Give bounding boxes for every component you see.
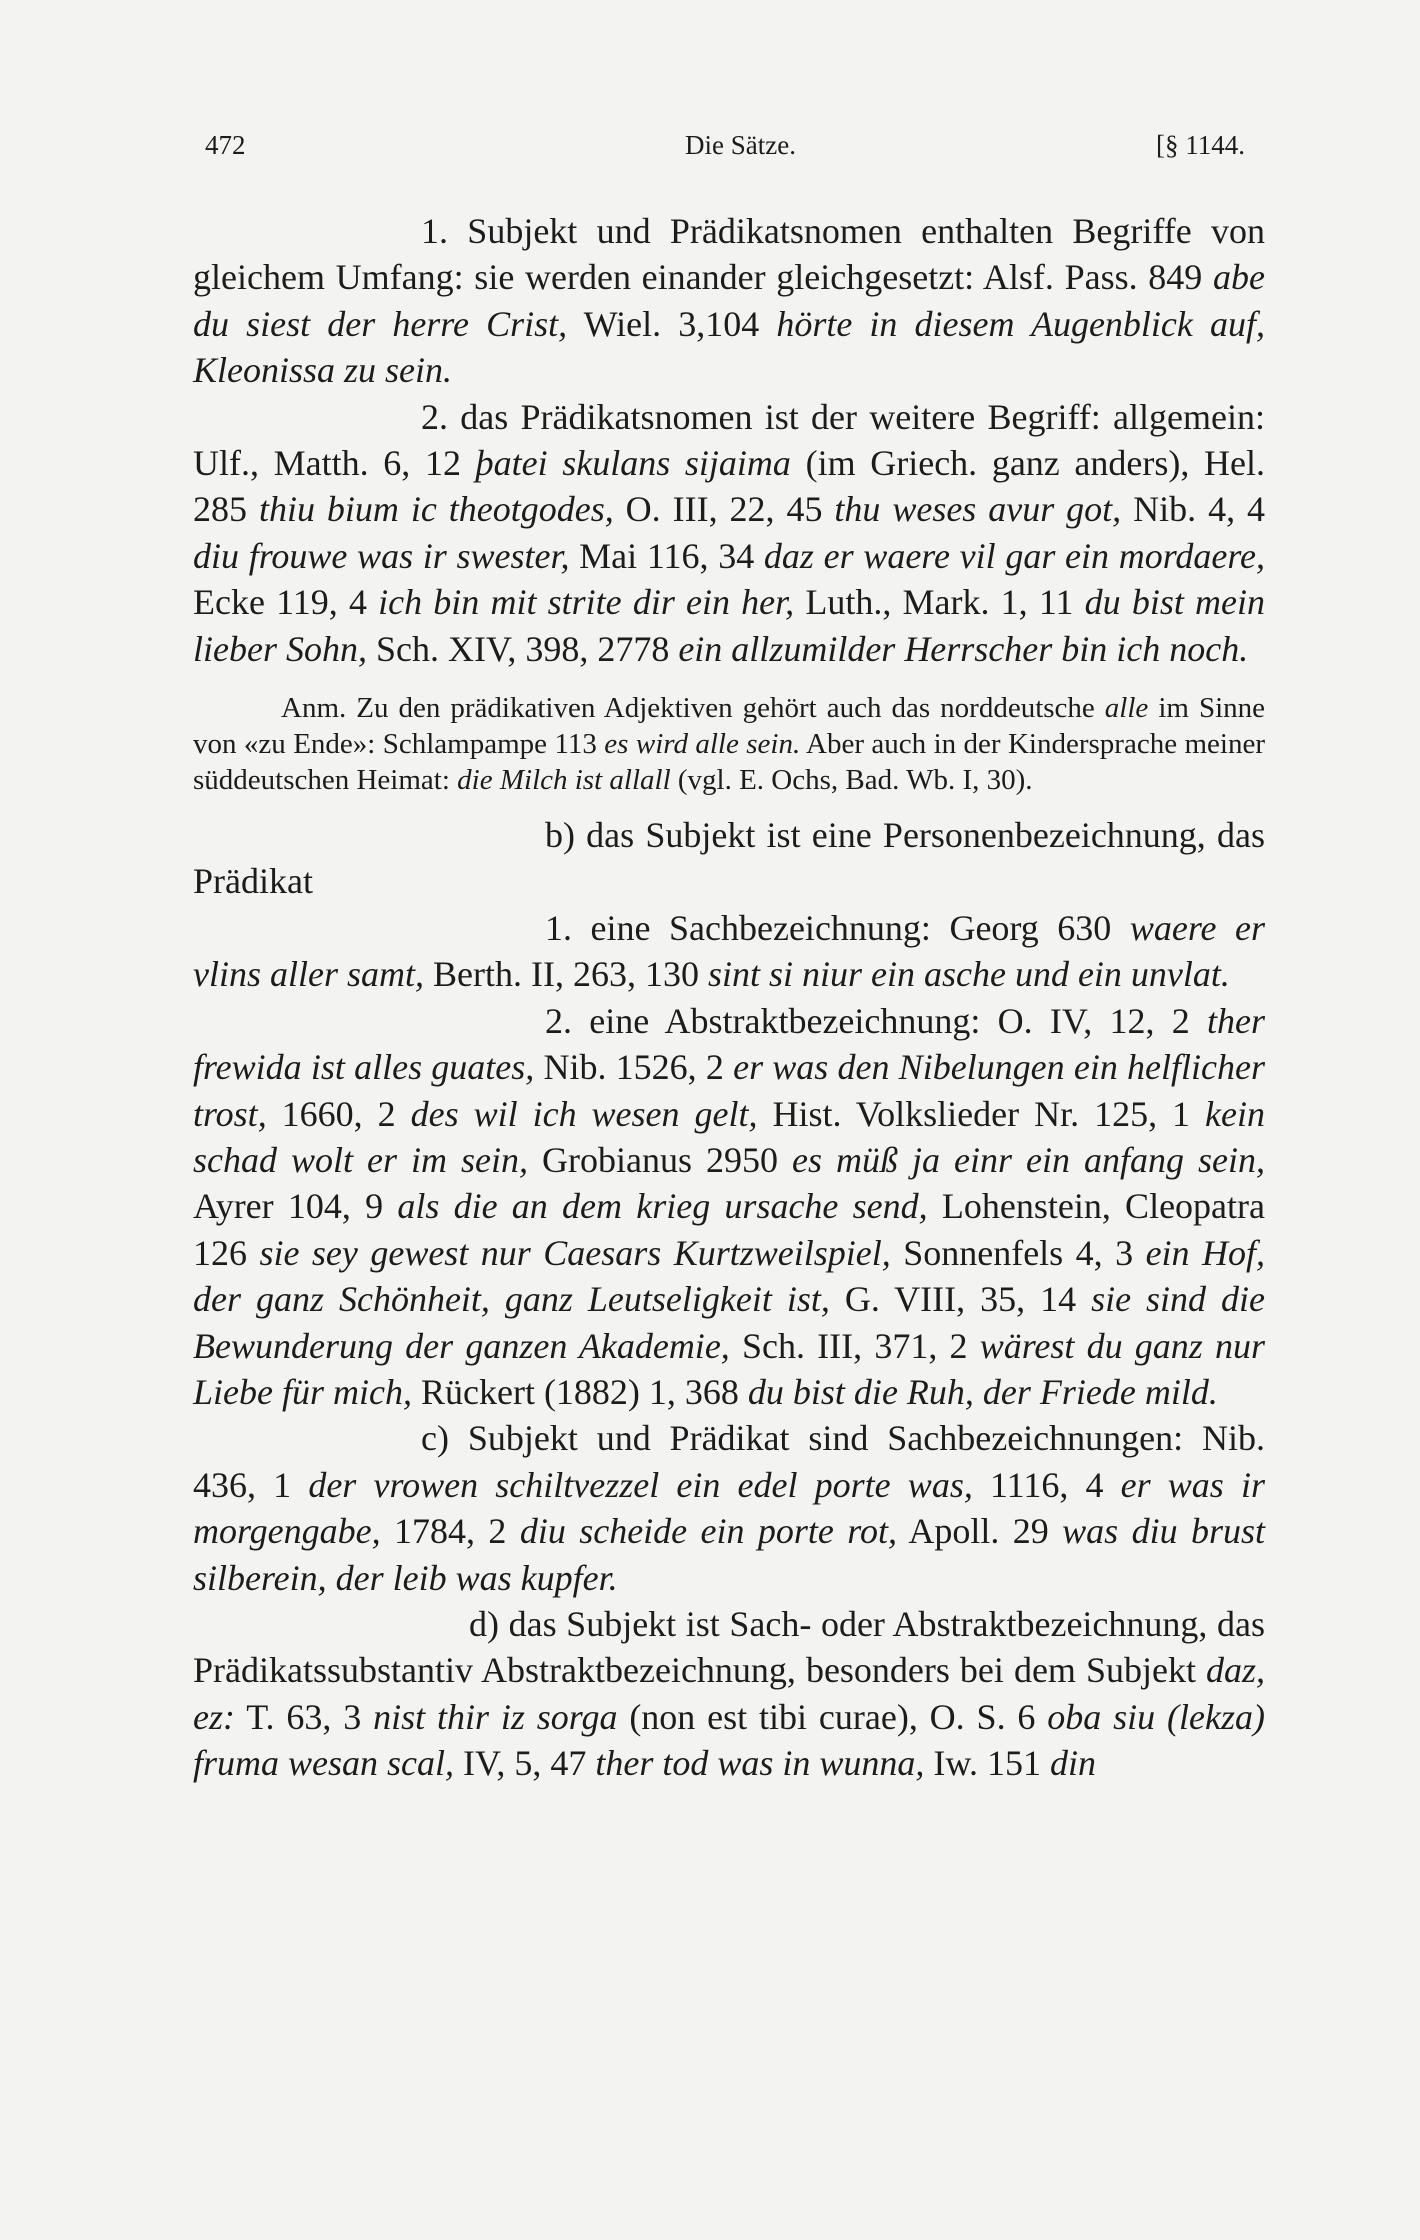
paragraph-1-equal-scope bbox=[193, 208, 1265, 394]
text-run: 1784, 2 bbox=[380, 1511, 520, 1552]
text-run: (im Griech. ganz anders), Hel. 285 bbox=[193, 443, 1266, 530]
italic-citation: ther tod was in wunna, bbox=[595, 1743, 925, 1784]
text-run: Sonnenfels 4, 3 bbox=[890, 1232, 1146, 1273]
text-run: 2. das Prädikatsnomen ist der weitere Begriff: allgemein: Ulf., Matth. 6, 12 bbox=[193, 396, 1265, 484]
italic-citation: der vrowen schiltvezzel ein edel porte was, bbox=[308, 1464, 973, 1505]
text-run: Sch. XIV, 398, 2778 bbox=[366, 628, 679, 669]
italic-citation: diu frouwe was ir swester, bbox=[193, 535, 570, 576]
running-header bbox=[205, 130, 1245, 174]
italic-citation: ich bin mit strite dir ein her, bbox=[378, 582, 795, 623]
text-run: c) Subjekt und Prädikat sind Sachbezeichnungen: Nib. 436, 1 bbox=[193, 1418, 1265, 1505]
text-run: Berth. II, 263, 130 bbox=[424, 954, 708, 995]
italic-citation: abe du siest der herre Crist, bbox=[193, 257, 1265, 344]
italic-citation: du bist die Ruh, der Friede mild. bbox=[747, 1371, 1218, 1412]
italic-citation: diu scheide ein porte rot, bbox=[519, 1511, 897, 1552]
text-run: Ecke 119, 4 bbox=[193, 582, 379, 623]
text-run: Lohenstein, Cleopatra 126 bbox=[193, 1186, 1266, 1273]
text-run: Anm. Zu den prädikativen Adjektiven gehört auch das norddeutsche bbox=[281, 692, 1105, 725]
italic-citation: din bbox=[1050, 1743, 1097, 1784]
text-run: 1. Subjekt und Prädikatsnomen enthalten Begriffe von gleichem Umfang: sie werden einander gleichgesetzt: Alsf. Pass. 849 bbox=[193, 211, 1265, 298]
text-run: d) das Subjekt ist Sach- oder Abstraktbezeichnung, das Prädikatssubstantiv Abstraktbezeichnung, besonders bei dem Subjekt bbox=[193, 1603, 1265, 1691]
italic-citation: sie sey gewest nur Caesars Kurtzweilspiel, bbox=[259, 1232, 891, 1273]
text-run: Iw. 151 bbox=[924, 1743, 1051, 1784]
italic-citation: was diu brust silberein, der leib was kupfer. bbox=[193, 1511, 1265, 1598]
italic-citation: waere er vlins aller samt, bbox=[193, 907, 1265, 995]
italic-citation: des wil ich wesen gelt, bbox=[410, 1093, 758, 1134]
paragraph-c-thing-subject bbox=[193, 1415, 1265, 1601]
page-number: 472 bbox=[205, 130, 246, 160]
body-text bbox=[193, 208, 1265, 1787]
running-title: Die Sätze. bbox=[685, 130, 796, 160]
italic-citation: oba siu (lekza) fruma wesan scal, bbox=[193, 1696, 1265, 1784]
text-run: O. III, 22, 45 bbox=[613, 489, 835, 530]
italic-citation: ein Hof, der ganz Schönheit, ganz Leutseligkeit ist, bbox=[193, 1232, 1266, 1320]
italic-citation: thu weses avur got, bbox=[834, 489, 1122, 530]
text-run: (vgl. E. Ochs, Bad. Wb. I, 30). bbox=[670, 764, 1033, 797]
paragraph-b1-thing bbox=[193, 905, 1265, 998]
italic-citation: wärest du ganz nur Liebe für mich, bbox=[193, 1325, 1265, 1412]
text-run: 1116, 4 bbox=[972, 1464, 1121, 1505]
text-run: im Sinne von «zu Ende»: Schlampampe 113 bbox=[193, 692, 1266, 761]
text-run: Rückert (1882) 1, 368 bbox=[411, 1371, 748, 1412]
italic-citation: nist thir iz sorga bbox=[373, 1696, 618, 1737]
text-run: T. 63, 3 bbox=[234, 1696, 374, 1737]
section-marker: [§ 1144. bbox=[1156, 130, 1245, 160]
italic-citation: du bist mein lieber Sohn, bbox=[193, 582, 1265, 669]
italic-citation: sint si niur ein asche und ein unvlat. bbox=[707, 954, 1230, 995]
text-run: 1660, 2 bbox=[266, 1093, 411, 1134]
text-run: Aber auch in der Kindersprache meiner süddeutschen Heimat: bbox=[193, 728, 1265, 797]
paragraph-b-person-subject bbox=[193, 812, 1265, 905]
italic-citation: ther frewida ist alles guates, bbox=[193, 1000, 1265, 1088]
text-run: b) das Subjekt ist eine Personenbezeichnung, das Prädikat bbox=[193, 815, 1265, 902]
italic-citation: es wird alle sein. bbox=[604, 728, 801, 761]
text-run: Ayrer 104, 9 bbox=[193, 1186, 398, 1227]
text-run: 1. eine Sachbezeichnung: Georg 630 bbox=[545, 907, 1130, 948]
text-run: Nib. 1526, 2 bbox=[534, 1047, 734, 1088]
italic-citation: es müß ja einr ein anfang sein, bbox=[792, 1139, 1266, 1180]
paragraph-b2-abstract bbox=[193, 998, 1265, 1416]
italic-citation: alle bbox=[1104, 692, 1149, 725]
note-anm bbox=[193, 690, 1265, 798]
italic-citation: daz, ez: bbox=[193, 1650, 1265, 1737]
italic-citation: thiu bium ic theotgodes, bbox=[258, 489, 614, 530]
italic-citation: sie sind die Bewunderung der ganzen Akademie, bbox=[193, 1279, 1266, 1366]
paragraph-d-abstract-predicate bbox=[193, 1601, 1265, 1787]
italic-citation: kein schad wolt er im sein, bbox=[193, 1093, 1265, 1180]
italic-citation: þatei skulans sijaima bbox=[475, 443, 791, 484]
text-run: Apoll. 29 bbox=[896, 1511, 1063, 1552]
italic-citation: die Milch ist allall bbox=[457, 764, 671, 797]
text-run: Sch. III, 371, 2 bbox=[729, 1325, 980, 1366]
italic-citation: er was den Nibelungen ein helflicher trost, bbox=[193, 1047, 1265, 1134]
text-run: Grobianus 2950 bbox=[528, 1139, 793, 1180]
paragraph-2-wider-concept bbox=[193, 394, 1265, 672]
text-run: G. VIII, 35, 14 bbox=[829, 1279, 1092, 1320]
text-run: IV, 5, 47 bbox=[454, 1743, 596, 1784]
italic-citation: hörte in diesem Augenblick auf, Kleonissa zu sein. bbox=[193, 303, 1265, 391]
italic-citation: ein allzumilder Herrscher bin ich noch. bbox=[678, 628, 1249, 669]
text-run: Nib. 4, 4 bbox=[1121, 489, 1266, 530]
text-run: Luth., Mark. 1, 11 bbox=[794, 582, 1085, 623]
italic-citation: daz er waere vil gar ein mordaere, bbox=[763, 535, 1265, 576]
text-run: Wiel. 3,104 bbox=[567, 303, 777, 344]
text-run: (non est tibi curae), O. S. 6 bbox=[617, 1696, 1048, 1737]
text-run: Hist. Volkslieder Nr. 125, 1 bbox=[757, 1093, 1206, 1134]
italic-citation: als die an dem krieg ursache send, bbox=[397, 1186, 928, 1227]
italic-citation: er was ir morgengabe, bbox=[193, 1464, 1265, 1552]
text-run: Mai 116, 34 bbox=[569, 535, 764, 576]
text-run: 2. eine Abstraktbezeichnung: O. IV, 12, 2 bbox=[545, 1000, 1207, 1041]
